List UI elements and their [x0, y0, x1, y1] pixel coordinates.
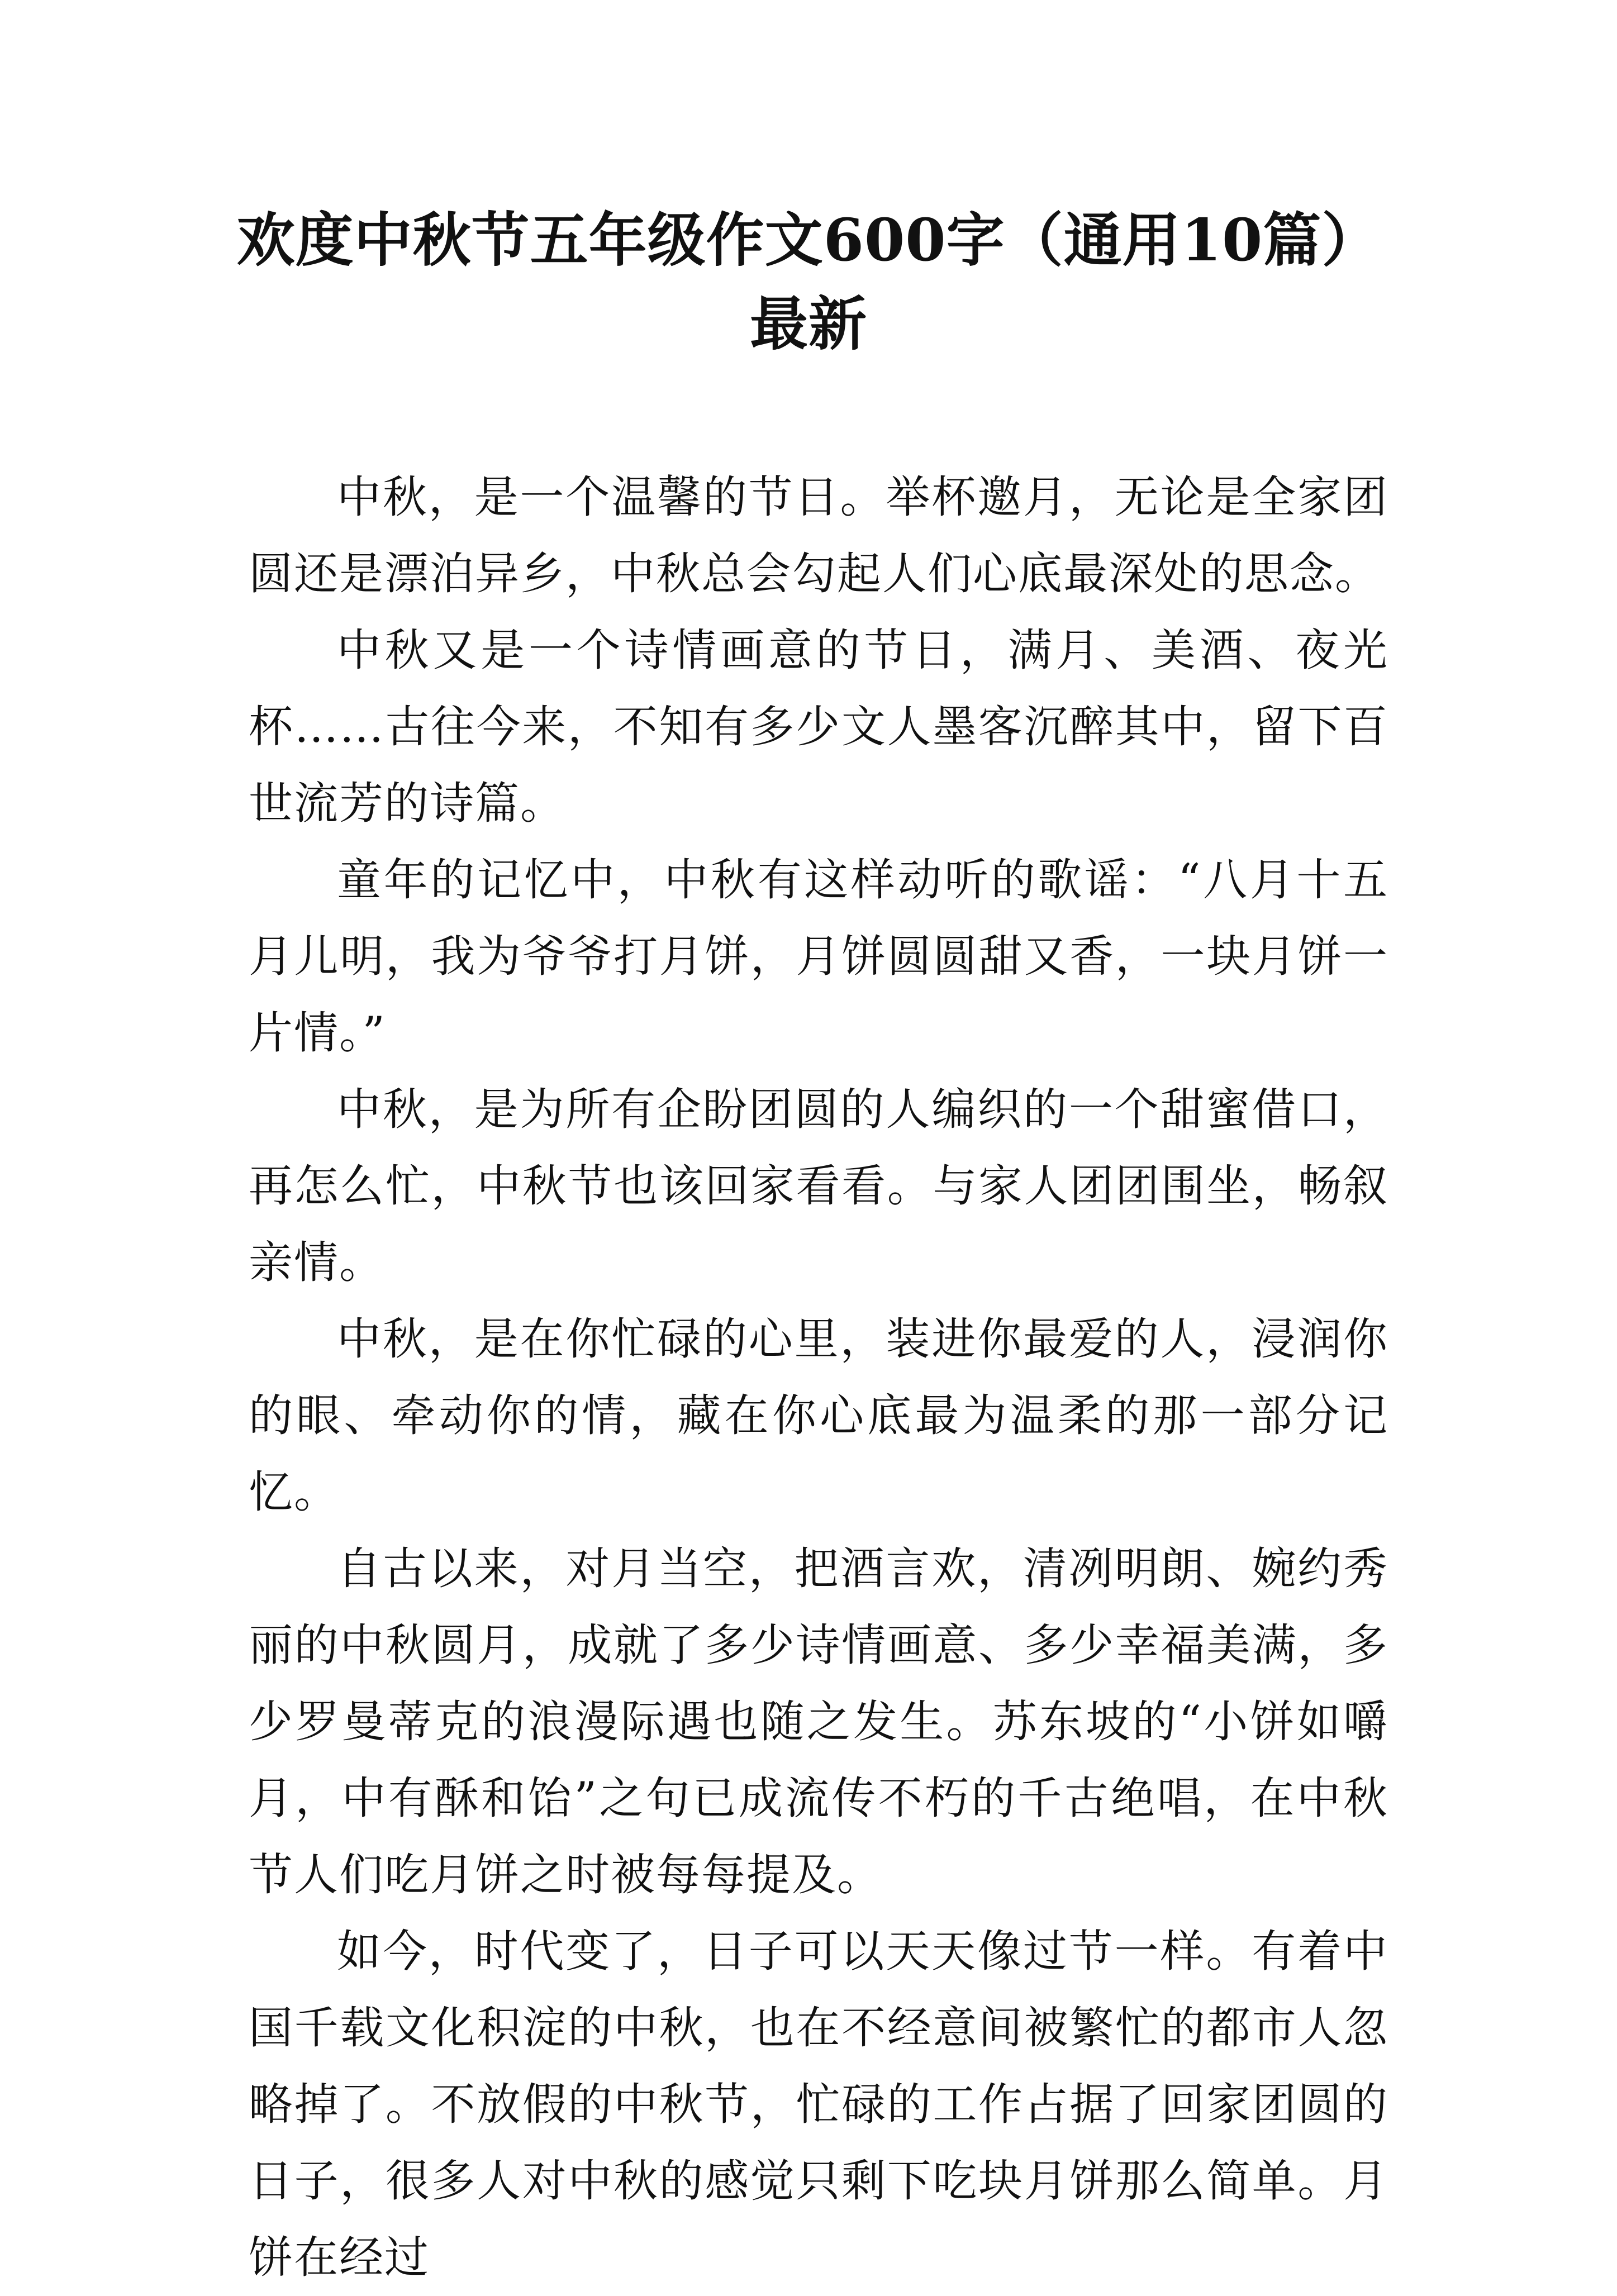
paragraph-4: 中秋，是为所有企盼团圆的人编织的一个甜蜜借口，再怎么忙，中秋节也该回家看看。与家人团团围坐，畅叙亲情。: [249, 1084, 1388, 1288]
document-title-line-2: 最新: [749, 289, 867, 358]
document-title-line-1: 欢度中秋节五年级作文600字（通用10篇）: [236, 206, 1381, 274]
paragraph-3: 童年的记忆中，中秋有这样动听的歌谣：“八月十五月儿明，我为爷爷打月饼，月饼圆圆甜又香，一块月饼一片情。”: [249, 854, 1388, 1059]
document-body: [249, 459, 1388, 2296]
paragraph-6: 自古以来，对月当空，把酒言欢，清冽明朗、婉约秀丽的中秋圆月，成就了多少诗情画意、多少幸福美满，多少罗曼蒂克的浪漫际遇也随之发生。苏东坡的“小饼如嚼月，中有酥和饴”之句已成流传不朽的千古绝唱，在中秋节人们吃月饼之时被每每提及。: [249, 1543, 1388, 1900]
paragraph-5: 中秋，是在你忙碌的心里，装进你最爱的人，浸润你的眼、牵动你的情，藏在你心底最为温柔的那一部分记忆。: [249, 1313, 1388, 1518]
paragraph-2: 中秋又是一个诗情画意的节日，满月、美酒、夜光杯……古往今来，不知有多少文人墨客沉醉其中，留下百世流芳的诗篇。: [249, 625, 1388, 829]
paragraph-1: 中秋，是一个温馨的节日。举杯邀月，无论是全家团圆还是漂泊异乡，中秋总会勾起人们心底最深处的思念。: [249, 471, 1388, 599]
paragraph-7: 如今，时代变了，日子可以天天像过节一样。有着中国千载文化积淀的中秋，也在不经意间被繁忙的都市人忽略掉了。不放假的中秋节，忙碌的工作占据了回家团圆的日子，很多人对中秋的感觉只剩下吃块月饼那么简单。月饼在经过: [249, 1926, 1388, 2283]
